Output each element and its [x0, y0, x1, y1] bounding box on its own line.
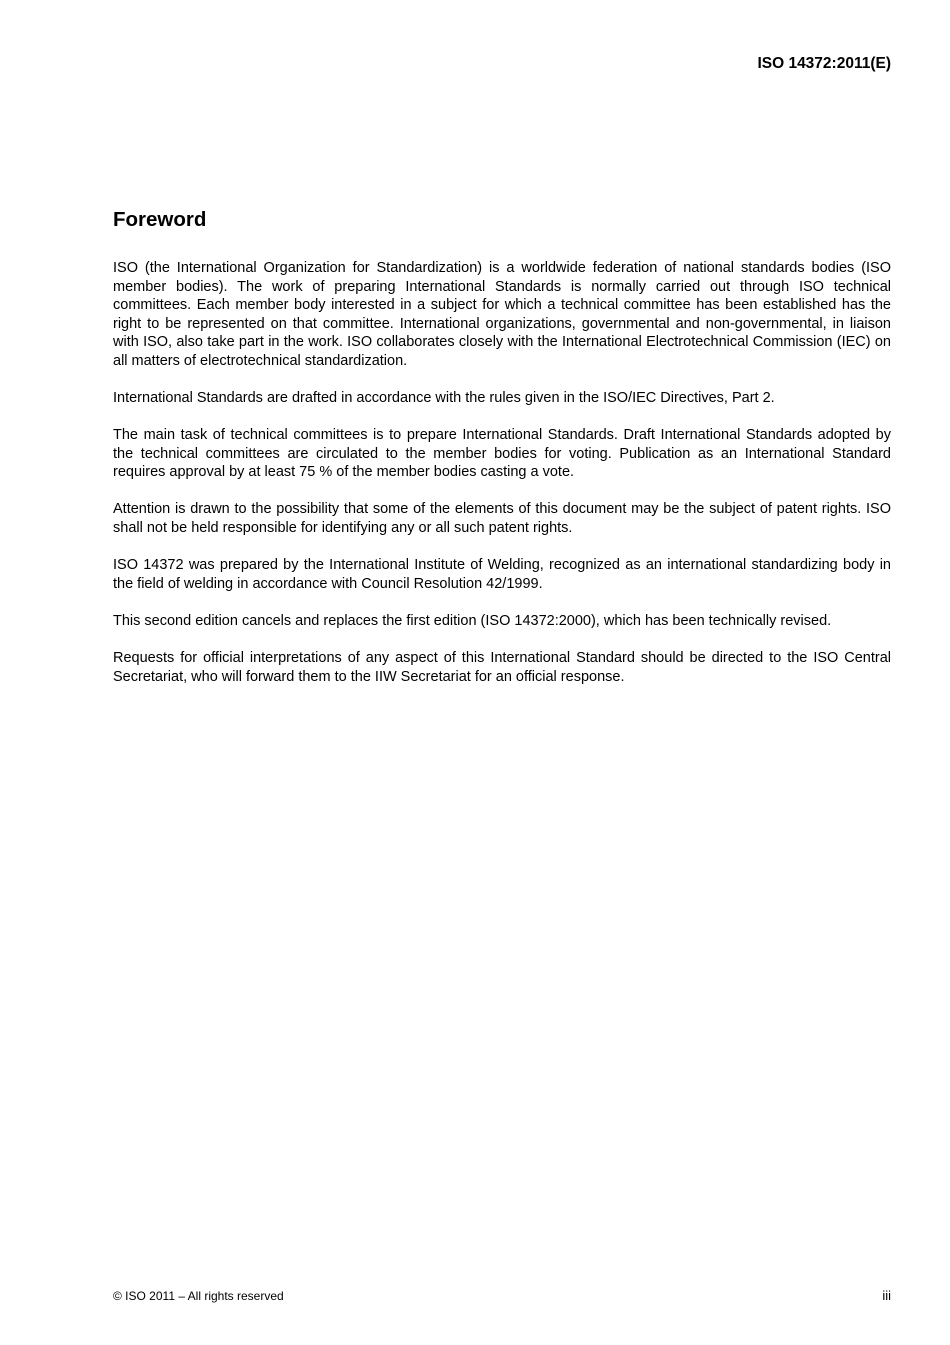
footer-copyright: © ISO 2011 – All rights reserved: [113, 1289, 284, 1303]
foreword-body: [113, 259, 891, 705]
page-title: Foreword: [113, 208, 207, 231]
paragraph-directives: International Standards are drafted in accordance with the rules given in the ISO/IEC Directives, Part 2.: [113, 390, 775, 407]
paragraph-iso-federation: ISO (the International Organization for Standardization) is a worldwide federation of national standards bodies (ISO member bodies). The work of preparing International Standards is normally carried out through ISO technical committees. Each member body interested in a subject for which a technical committee has been established has the right to be represented on that committee. International organizations, governmental and non-governmental, in liaison with ISO, also take part in the work. ISO collaborates closely with the International Electrotechnical Commission (IEC) on all matters of electrotechnical standardization.: [113, 260, 891, 369]
paragraph-patent-rights: Attention is drawn to the possibility that some of the elements of this document may be the subject of patent rights. ISO shall not be held responsible for identifying any or all such patent rights.: [113, 501, 891, 537]
document-id: ISO 14372:2011(E): [757, 55, 891, 72]
page-number: iii: [882, 1288, 891, 1303]
paragraph-committees-task: The main task of technical committees is to prepare International Standards. Draft International Standards adopted by the technical committees are circulated to the member bodies for voting. Publication as an International Standard requires approval by at least 75 % of the member bodies casting a vote.: [113, 427, 891, 481]
paragraph-interpretations: Requests for official interpretations of any aspect of this International Standard should be directed to the ISO Central Secretariat, who will forward them to the IIW Secretariat for an official response.: [113, 649, 891, 685]
paragraph-prepared-by: ISO 14372 was prepared by the International Institute of Welding, recognized as an international standardizing body in the field of welding in accordance with Council Resolution 42/1999.: [113, 557, 891, 592]
paragraph-edition: This second edition cancels and replaces the first edition (ISO 14372:2000), which has been technically revised.: [113, 612, 832, 629]
